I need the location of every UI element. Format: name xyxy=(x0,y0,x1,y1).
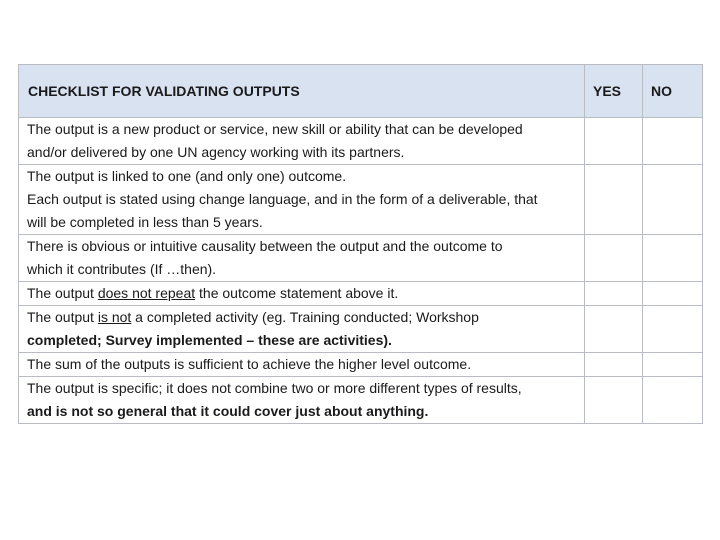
checklist-row-3 xyxy=(19,235,703,282)
table-header-row xyxy=(19,65,703,118)
checklist-row-1 xyxy=(19,118,703,165)
criterion-line: The sum of the outputs is sufficient to achieve the higher level outcome. xyxy=(27,356,472,372)
criterion-line: completed; Survey implemented – these are activities). xyxy=(27,332,392,348)
criterion-line: Each output is stated using change language, and in the form of a deliverable, that xyxy=(27,191,538,207)
yes-cell[interactable] xyxy=(585,165,643,235)
criterion-text-post: a completed activity (eg. Training conducted; Workshop xyxy=(131,309,479,325)
criterion-line: The output is linked to one (and only one) outcome. xyxy=(27,168,347,184)
yes-cell[interactable] xyxy=(585,306,643,353)
checklist-row-2 xyxy=(19,165,703,235)
criterion-text xyxy=(19,306,585,353)
checklist-row-7 xyxy=(19,377,703,424)
validation-checklist-table xyxy=(18,64,703,424)
criterion-line: will be completed in less than 5 years. xyxy=(27,214,263,230)
criterion-text-pre: The output xyxy=(27,309,98,325)
criterion-text xyxy=(19,377,585,424)
no-cell[interactable] xyxy=(643,235,703,282)
checklist-row-4 xyxy=(19,282,703,306)
yes-cell[interactable] xyxy=(585,377,643,424)
criterion-text xyxy=(19,118,585,165)
criterion-line: and is not so general that it could cover just about anything. xyxy=(27,403,429,419)
criterion-line: which it contributes (If …then). xyxy=(27,261,217,277)
criterion-text-post: the outcome statement above it. xyxy=(195,285,399,301)
no-column-header: NO xyxy=(643,65,703,118)
checklist-title: CHECKLIST FOR VALIDATING OUTPUTS xyxy=(19,65,585,118)
no-cell[interactable] xyxy=(643,306,703,353)
no-cell[interactable] xyxy=(643,377,703,424)
criterion-underlined-text: does not repeat xyxy=(97,285,196,301)
yes-column-header: YES xyxy=(585,65,643,118)
yes-cell[interactable] xyxy=(585,282,643,306)
criterion-text-pre: The output xyxy=(27,285,98,301)
criterion-line: There is obvious or intuitive causality between the output and the outcome to xyxy=(27,238,503,254)
criterion-text xyxy=(19,282,585,306)
yes-cell[interactable] xyxy=(585,353,643,377)
criterion-line xyxy=(27,282,578,305)
no-cell[interactable] xyxy=(643,282,703,306)
criterion-line xyxy=(27,306,578,329)
criterion-line: The output is specific; it does not combine two or more different types of results, xyxy=(27,380,522,396)
no-cell[interactable] xyxy=(643,118,703,165)
yes-cell[interactable] xyxy=(585,235,643,282)
criterion-text xyxy=(19,353,585,377)
criterion-text xyxy=(19,165,585,235)
no-cell[interactable] xyxy=(643,165,703,235)
yes-cell[interactable] xyxy=(585,118,643,165)
criterion-line: and/or delivered by one UN agency working with its partners. xyxy=(27,144,405,160)
no-cell[interactable] xyxy=(643,353,703,377)
checklist-row-6 xyxy=(19,353,703,377)
criterion-text xyxy=(19,235,585,282)
criterion-underlined-text: is not xyxy=(97,309,132,325)
checklist-row-5 xyxy=(19,306,703,353)
criterion-line: The output is a new product or service, new skill or ability that can be developed xyxy=(27,121,523,137)
